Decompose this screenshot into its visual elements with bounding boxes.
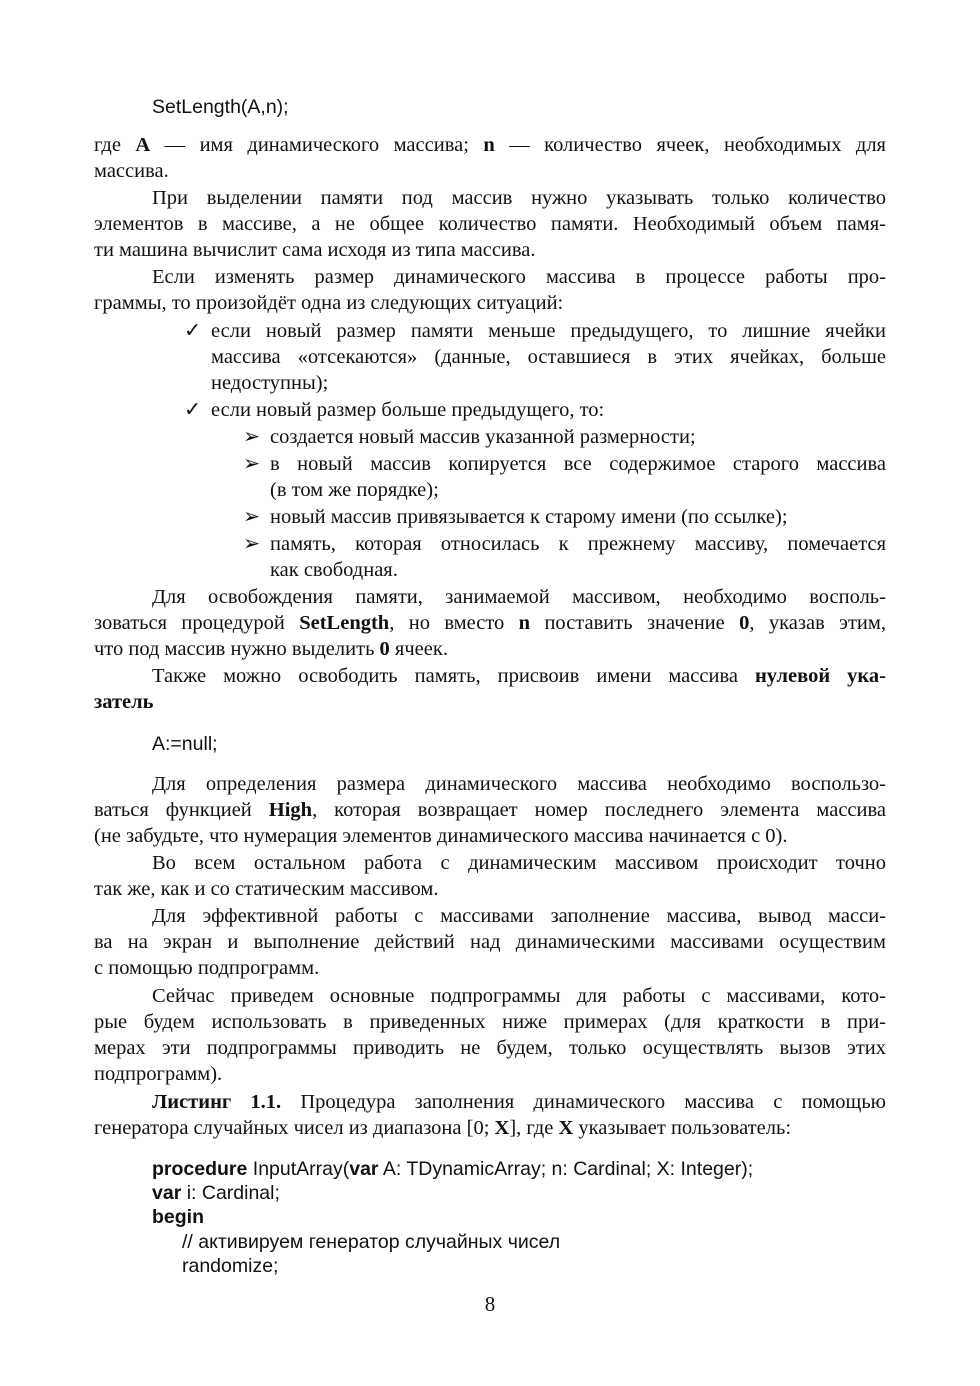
paragraph-memory-line3: ти машина вычислит сама исходя из типа массива. bbox=[94, 239, 536, 261]
paragraph-free-memory-line3: что под массив нужно выделить 0 ячеек. bbox=[94, 638, 448, 660]
code-null-assign: A:=null; bbox=[152, 733, 218, 755]
paragraph-subroutines-line2: ва на экран и выполнение действий над динамическими массивами осуществим bbox=[94, 931, 886, 953]
code-randomize: randomize; bbox=[182, 1255, 279, 1277]
code-comment: // активируем генератор случайных чисел bbox=[182, 1231, 561, 1253]
paragraph-memory-line1: При выделении памяти под массив нужно указывать только количество bbox=[152, 187, 886, 209]
paragraph-main-subroutines-line3: мерах эти подпрограммы приводить не будем, только осуществлять вызов этих bbox=[94, 1037, 886, 1059]
paragraph-memory-line2: элементов в массиве, а не общее количество памяти. Необходимый объем памя- bbox=[94, 213, 886, 235]
arrow-bullet-icon: ➢ bbox=[243, 426, 261, 448]
paragraph-subroutines-line1: Для эффективной работы с массивами заполнение массива, вывод масси- bbox=[152, 905, 886, 927]
paragraph-main-subroutines-line1: Сейчас приведем основные подпрограммы для работы с массивами, кото- bbox=[152, 985, 886, 1007]
sub-item-free-line2: как свободная. bbox=[270, 559, 398, 581]
paragraph-same-line1: Во всем остальном работа с динамическим массивом происходит точно bbox=[152, 852, 886, 874]
arrow-bullet-icon: ➢ bbox=[243, 453, 261, 475]
sub-item-free-line1: память, которая относилась к прежнему массиву, помечается bbox=[270, 533, 886, 555]
paragraph-high-line3: (не забудьте, что нумерация элементов динамического массива начинается с 0). bbox=[94, 825, 788, 847]
list-item-smaller-line2: массива «отсекаются» (данные, оставшиеся в этих ячейках, больше bbox=[211, 346, 886, 368]
paragraph-main-subroutines-line4: подпрограмм). bbox=[94, 1063, 223, 1085]
arrow-bullet-icon: ➢ bbox=[243, 506, 261, 528]
paragraph-subroutines-line3: с помощью подпрограмм. bbox=[94, 957, 320, 979]
listing-caption-line1: Листинг 1.1. Процедура заполнения динамического массива с помощью bbox=[152, 1091, 886, 1113]
listing-caption-line2: генератора случайных чисел из диапазона [0; X], где X указывает пользователь: bbox=[94, 1117, 792, 1139]
paragraph-null-line2: затель bbox=[94, 691, 154, 713]
paragraph-resize-line1: Если изменять размер динамического массива в процессе работы про- bbox=[152, 266, 886, 288]
sub-item-copy-line2: (в том же порядке); bbox=[270, 479, 439, 501]
sub-item-new-array: создается новый массив указанной размерности; bbox=[270, 426, 696, 448]
list-item-larger-line1: если новый размер больше предыдущего, то: bbox=[211, 399, 605, 421]
arrow-bullet-icon: ➢ bbox=[243, 533, 261, 555]
paragraph-high-line2: ваться функцией High, которая возвращает номер последнего элемента массива bbox=[94, 799, 886, 821]
paragraph-same-line2: так же, как и со статическим массивом. bbox=[94, 878, 439, 900]
paragraph-null-line1: Также можно освободить память, присвоив имени массива нулевой ука- bbox=[152, 665, 886, 687]
paragraph-high-line1: Для определения размера динамического массива необходимо воспользо- bbox=[152, 773, 886, 795]
paragraph-setlength-desc-line2: массива. bbox=[94, 160, 169, 182]
code-var-decl: var i: Cardinal; bbox=[152, 1182, 280, 1204]
paragraph-free-memory-line2: зоваться процедурой SetLength, но вместо n поставить значение 0, указав этим, bbox=[94, 612, 886, 634]
check-mark-icon: ✓ bbox=[184, 320, 202, 342]
code-setlength: SetLength(A,n); bbox=[152, 96, 289, 118]
paragraph-free-memory-line1: Для освобождения памяти, занимаемой массивом, необходимо восполь- bbox=[152, 586, 886, 608]
check-mark-icon: ✓ bbox=[184, 399, 202, 421]
paragraph-setlength-desc-line1: где A — имя динамического массива; n — количество ячеек, необходимых для bbox=[94, 134, 886, 156]
sub-item-bind: новый массив привязывается к старому имени (по ссылке); bbox=[270, 506, 788, 528]
paragraph-resize-line2: граммы, то произойдёт одна из следующих ситуаций: bbox=[94, 292, 564, 314]
list-item-smaller-line3: недоступны); bbox=[211, 372, 329, 394]
page-number: 8 bbox=[484, 1292, 496, 1316]
sub-item-copy-line1: в новый массив копируется все содержимое старого массива bbox=[270, 453, 886, 475]
paragraph-main-subroutines-line2: рые будем использовать в приведенных ниже примерах (для краткости в при- bbox=[94, 1011, 886, 1033]
code-procedure-header: procedure InputArray(var A: TDynamicArray; n: Cardinal; X: Integer); bbox=[152, 1158, 754, 1180]
list-item-smaller-line1: если новый размер памяти меньше предыдущего, то лишние ячейки bbox=[211, 320, 886, 342]
code-begin: begin bbox=[152, 1206, 204, 1228]
